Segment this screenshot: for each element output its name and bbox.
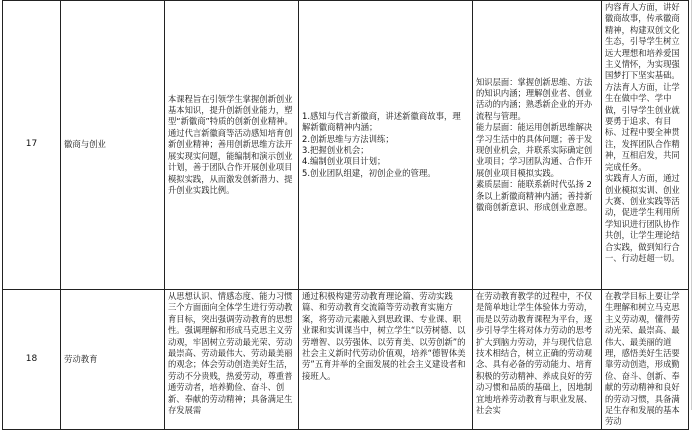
- goal-item: 能力层面：能运用创新思维解决学习生活中的具体问题；善于发现创业机会，并联系实际确定创业项目；学习团队沟通、合作开展创业项目模拟实践。: [476, 122, 593, 178]
- table-row: [3, 1, 689, 290]
- course-intro: 从思想认识、情感态度、能力习惯三个方面面向全体学生进行劳动教育目标，突出强调劳动教育的思想性。强调理解和形成马克思主义劳动观，牢固树立劳动最光荣、劳动最崇高、劳动最伟大、劳动最美丽的观念；体会劳动创造美好生活，劳动不分贵贱，热爱劳动，尊重普通劳动者，培养勤俭、奋斗、创新、奉献的劳动精神；具备满足生存发展需: [165, 290, 299, 430]
- content-item: 5.创业团队组建，初创企业的管理。: [302, 167, 436, 178]
- course-number: 17: [3, 1, 61, 290]
- content-item: 1.感知与代言新徽商，讲述新徽商故事，理解新徽商精神内涵；: [302, 110, 461, 133]
- course-table: [2, 0, 689, 430]
- course-content: 通过积极构建劳动教育理论篇、劳动实践篇、和劳动教育交流篇等劳动教育实施方案，将劳动元素融入到思政课、专业课、职业课和实训课当中，树立学生“以劳树德、以劳增智、以劳强体、以劳育美、以劳创新”的社会主义新时代劳动价值观，培养“德智体美劳”五育并举的全面发展的社会主义建设者和接班人。: [299, 290, 473, 430]
- course-name: 徽商与创业: [61, 1, 165, 290]
- goal-item: 素质层面：能联系新时代弘扬 2 条以上新徽商精神内涵；善持新徽商创新意识、形成创业意愿。: [476, 179, 593, 213]
- course-ideology: [602, 1, 689, 290]
- ideology-item: 方法育人方面，让学生在做中学、学中做，引导学生创业就要勇于追求、有目标、过程中要全神贯注，发挥团队合作精神，互相启发，共同完成任务。: [605, 81, 680, 172]
- course-intro: 本课程旨在引领学生掌握创新创业基本知识，提升创新创业能力，塑型“新徽商”特质的创新创业精神。通过代言新徽商等活动感知培育创新创业精神；善用创新思维方法开展实现实问题，能编制和演示创业计划，善于团队合作开展创业项目模拟实践，从而激发创新潜力、提升创业实践比例。: [165, 1, 299, 290]
- ideology-item: 内容育人方面，讲好徽商故事，传承徽商精神，构建双创文化生态，引导学生树立远大理想和培养爱国主义情怀，为实现强国梦打下坚实基础。: [605, 2, 680, 81]
- course-number: 18: [3, 290, 61, 430]
- goal-item: 知识层面：掌握创新思维、方法的知识内涵；理解创业者、创业活动的内涵；熟悉新企业的开办流程与管理。: [476, 76, 593, 121]
- table-row: [3, 290, 689, 430]
- course-content: [299, 1, 473, 290]
- content-item: 2.创新思维与方法训练；: [302, 133, 394, 144]
- content-item: 4.编制创业项目计划；: [302, 156, 386, 167]
- course-goals: [473, 1, 602, 290]
- page-edge: [691, 0, 700, 410]
- course-goals: 在劳动教育教学的过程中，不仅是简单地让学生体验体力劳动，而是以劳动教育课程为平台，逐步引导学生将对体力劳动的思考扩大到脑力劳动，并与现代信息技术相结合，树立正确的劳动观念、具有必备的劳动能力、培育积极的劳动精神、养成良好的劳动习惯和品质的基础上，因地制宜地培养劳动教育与职业发展、社会实: [473, 290, 602, 430]
- ideology-item: 实践育人方面，通过创业模拟实训、创业大赛、创业实践等活动，促进学生利用所学知识进行团队协作共创，让学生理论结合实践，做到知行合一、行动赶超一切。: [605, 173, 680, 263]
- course-ideology: 在教学目标上要让学生理解和树立马克思主义劳动观，懂得劳动光荣、最崇高、最伟大、最美丽的道理，感悟美好生活要靠劳动创造，形成勤俭、奋斗、创新、奉献的劳动精神和良好的劳动习惯，具备满足生存和发展的基本劳动: [602, 290, 689, 430]
- course-name: 劳动教育: [61, 290, 165, 430]
- content-item: 3.把握创业机会；: [302, 145, 369, 155]
